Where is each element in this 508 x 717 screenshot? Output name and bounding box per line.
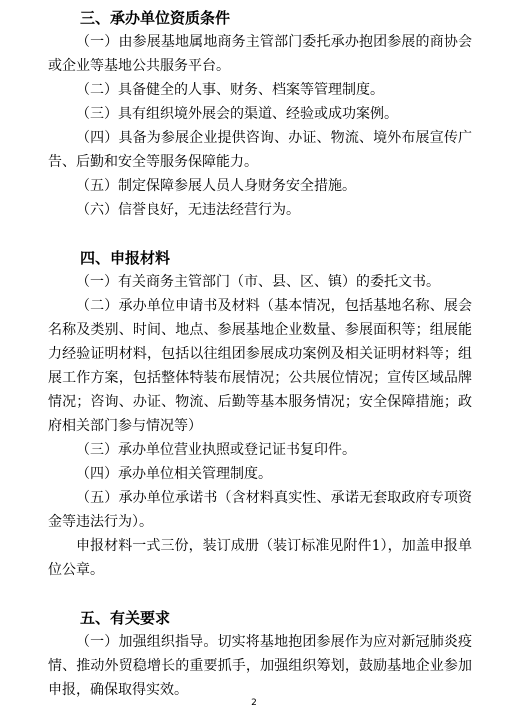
document-page xyxy=(48,6,472,702)
section-heading: 五、有关要求 xyxy=(80,609,171,627)
section-gap xyxy=(48,582,472,606)
paragraph: （四）具备为参展企业提供咨询、办证、物流、境外布展宣传广告、后勤和安全等服务保障能力。 xyxy=(48,130,472,170)
paragraph: （五）承办单位承诺书（含材料真实性、承诺无套取政府专项资金等违法行为）。 xyxy=(48,490,472,530)
paragraph: 申报材料一式三份，装订成册（装订标准见附件1），加盖申报单位公章。 xyxy=(48,538,472,578)
page-number: 2 xyxy=(251,698,257,708)
paragraph: （二）具备健全的人事、财务、档案等管理制度。 xyxy=(76,82,384,98)
paragraph: （六）信誉良好，无违法经营行为。 xyxy=(76,202,300,218)
paragraph: （一）加强组织指导。切实将基地抱团参展作为应对新冠肺炎疫情、推动外贸稳增长的重要抓手，加强组织筹划，鼓励基地企业参加申报，确保取得实效。 xyxy=(48,634,472,698)
section-application-materials xyxy=(48,246,472,582)
paragraph: （三）承办单位营业执照或登记证书复印件。 xyxy=(76,442,356,458)
section-heading: 四、申报材料 xyxy=(80,249,171,267)
paragraph: （一）有关商务主管部门（市、县、区、镇）的委托文书。 xyxy=(76,274,440,290)
paragraph: （三）具有组织境外展会的渠道、经验或成功案例。 xyxy=(76,106,398,122)
paragraph: （一）由参展基地属地商务主管部门委托承办抱团参展的商协会或企业等基地公共服务平台。 xyxy=(48,34,472,74)
section-gap xyxy=(48,222,472,246)
paragraph: （四）承办单位相关管理制度。 xyxy=(76,466,272,482)
paragraph: （二）承办单位申请书及材料（基本情况，包括基地名称、展会名称及类别、时间、地点、参展基地企业数量、参展面积等；组展能力经验证明材料，包括以往组团参展成功案例及相关证明材料等；组展工作方案，包括整体特装布展情况；公共展位情况；宣传区域品牌情况；咨询、办证、物流、后勤等基本服务情况；安全保障措施；政府相关部门参与情况等） xyxy=(48,298,472,434)
section-requirements xyxy=(48,606,472,702)
section-qualifications xyxy=(48,6,472,222)
paragraph: （五）制定保障参展人员人身财务安全措施。 xyxy=(76,178,356,194)
section-heading: 三、承办单位资质条件 xyxy=(80,9,231,27)
